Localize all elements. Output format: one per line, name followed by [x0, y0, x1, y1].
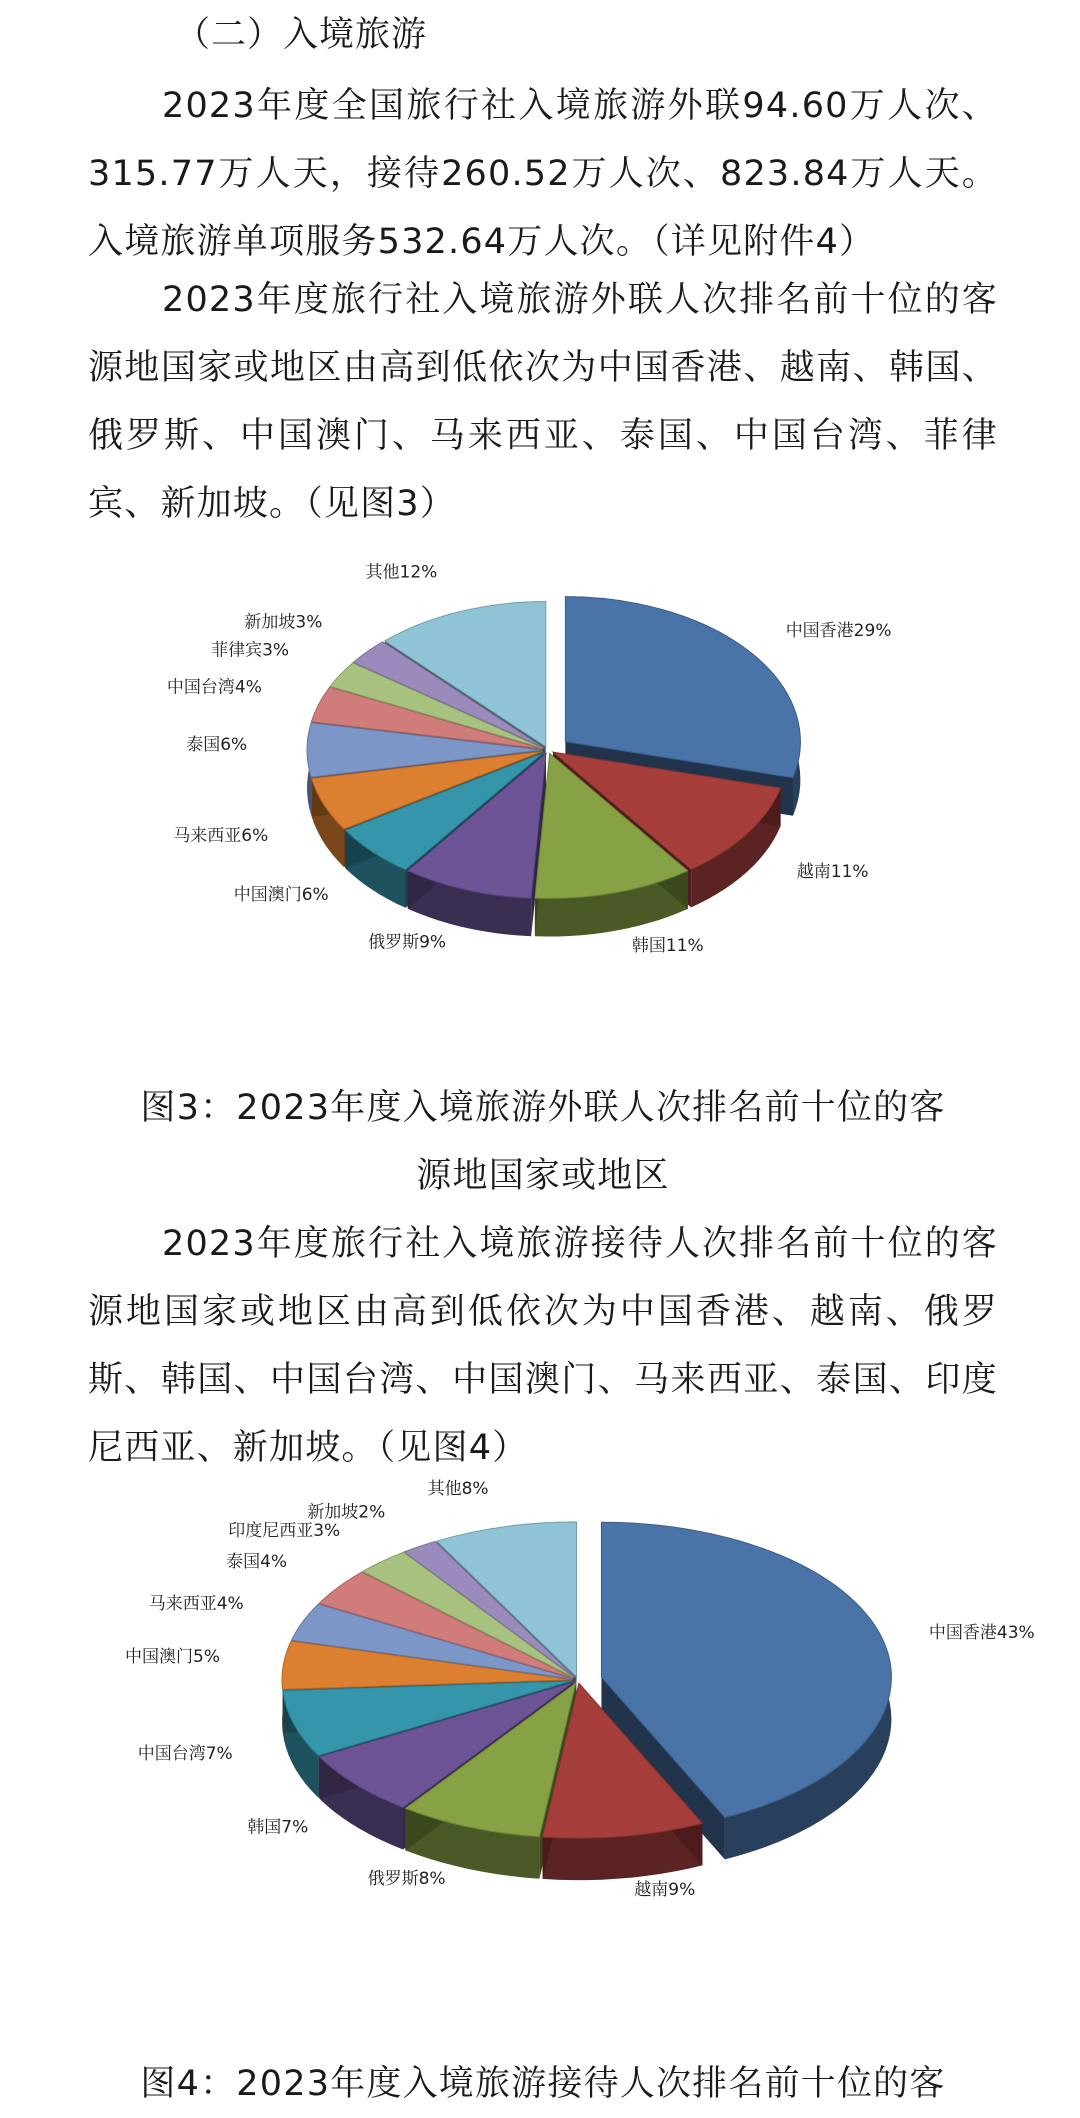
paragraph-fig3-intro: 2023年度旅行社入境旅游外联人次排名前十位的客源地国家或地区由高到低依次为中国香港、越南、韩国、俄罗斯、中国澳门、马来西亚、泰国、中国台湾、菲律宾、新加坡。（见图3） — [88, 280, 998, 524]
pie-label-5: 中国澳门5% — [125, 1646, 220, 1667]
pie-chart-fig4 — [0, 1478, 1080, 2000]
pie-label-9: 新加坡3% — [244, 612, 323, 633]
pie-label-8: 印度尼西亚3% — [228, 1520, 341, 1541]
paragraph-outbound-summary: 2023年度全国旅行社入境旅游外联94.60万人次、315.77万人天，接待260.52万人次、823.84万人天。入境旅游单项服务532.64万人次。（详见附件4） — [88, 86, 998, 262]
pie-label-10: 其他8% — [427, 1478, 489, 1499]
paragraph-fig4-intro: 2023年度旅行社入境旅游接待人次排名前十位的客源地国家或地区由高到低依次为中国香港、越南、俄罗斯、韩国、中国台湾、中国澳门、马来西亚、泰国、印度尼西亚、新加坡。（见图4） — [88, 1224, 998, 1468]
pie-label-10: 其他12% — [365, 562, 438, 583]
pie-label-4: 中国澳门6% — [233, 884, 329, 905]
pie-label-4: 中国台湾7% — [137, 1743, 233, 1764]
pie-label-5: 马来西亚6% — [173, 826, 269, 847]
section-heading: （二）入境旅游 — [175, 15, 428, 55]
figure-3-caption-line2: 源地国家或地区 — [416, 1156, 670, 1196]
pie-label-9: 新加坡2% — [307, 1502, 386, 1523]
pie-label-6: 泰国6% — [186, 735, 248, 755]
pie-label-0: 中国香港29% — [785, 621, 892, 642]
figure-4-caption-line1: 图4：2023年度入境旅游接待人次排名前十位的客 — [140, 2064, 946, 2104]
pie-label-2: 韩国11% — [631, 936, 704, 956]
pie-label-8: 菲律宾3% — [211, 640, 290, 661]
pie-label-1: 越南9% — [634, 1880, 696, 1900]
pie-label-2: 俄罗斯8% — [367, 1868, 446, 1889]
pie-label-7: 中国台湾4% — [166, 677, 262, 698]
pie-label-0: 中国香港43% — [928, 1623, 1035, 1644]
pie-label-3: 俄罗斯9% — [368, 932, 447, 953]
pie-label-7: 泰国4% — [226, 1552, 288, 1572]
figure-3-caption-line1: 图3：2023年度入境旅游外联人次排名前十位的客 — [140, 1088, 946, 1128]
pie-label-6: 马来西亚4% — [148, 1594, 244, 1615]
pie-chart-fig3 — [0, 560, 1080, 1060]
pie-label-1: 越南11% — [796, 862, 869, 883]
pie-label-3: 韩国7% — [247, 1817, 309, 1838]
